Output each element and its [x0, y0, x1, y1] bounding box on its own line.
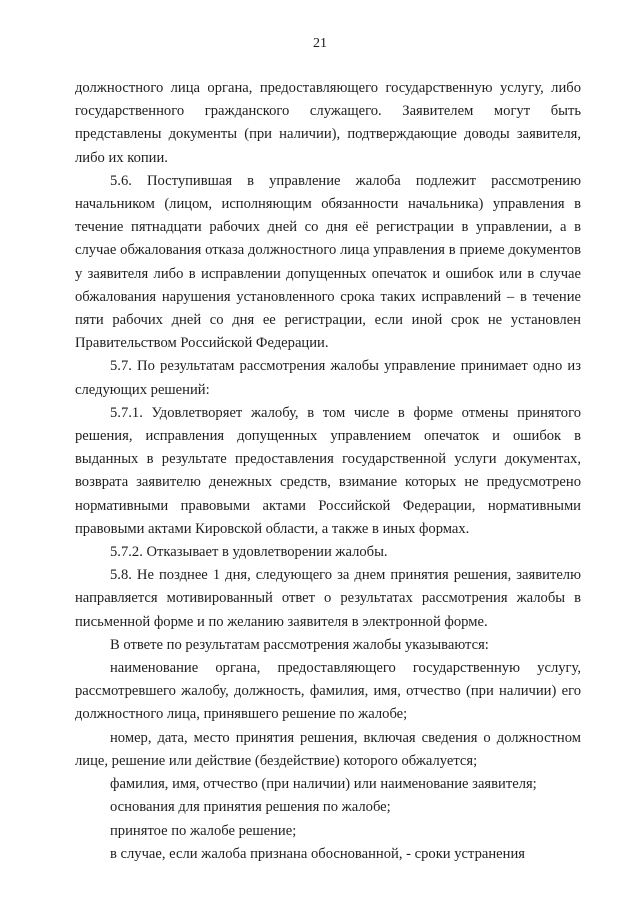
paragraph: 5.6. Поступившая в управление жалоба подлежит рассмотрению начальником (лицом, исполняющим обязанности начальника) управления в течение пятнадцати рабочих дней со дня её регистрации в управлении, а в случае обжалования отказа должностного лица управления в приеме документов у заявителя либо в исправлении допущенных опечаток и ошибок или в случае обжалования нарушения установленного срока таких исправлений – в течение пяти рабочих дней со дня ее регистрации, если иной срок не установлен Правительством Российской Федерации. — [75, 172, 581, 352]
paragraph: в случае, если жалоба признана обоснованной, - сроки устранения — [110, 845, 525, 862]
paragraph: должностного лица органа, предоставляющего государственную услугу, либо государственного гражданского служащего. Заявителем могут быть представлены документы (при наличии), подтверждающие доводы заявителя, либо их копии. — [75, 80, 581, 166]
paragraph: 5.8. Не позднее 1 дня, следующего за днем принятия решения, заявителю направляется мотивированный ответ о результатах рассмотрения жалобы в письменной форме и по желанию заявителя в электронной форме. — [75, 567, 581, 630]
paragraph: 5.7.1. Удовлетворяет жалобу, в том числе в форме отмены принятого решения, исправления допущенных управлением опечаток и ошибок в выданных в результате предоставления государственной услуги документах, возврата заявителю денежных средств, взимание которых не предусмотрено нормативными правовыми актами Российской Федерации, нормативными правовыми актами Кировской области, а также в иных формах. — [75, 404, 581, 537]
paragraph: 5.7. По результатам рассмотрения жалобы управление принимает одно из следующих решений: — [75, 358, 581, 398]
page-number: 21 — [313, 36, 327, 51]
paragraph: основания для принятия решения по жалобе; — [110, 799, 391, 816]
paragraph: В ответе по результатам рассмотрения жалобы указываются: — [110, 636, 489, 653]
paragraph: фамилия, имя, отчество (при наличии) или наименование заявителя; — [110, 776, 537, 793]
body-text — [75, 77, 581, 866]
paragraph: 5.7.2. Отказывает в удовлетворении жалобы. — [110, 544, 388, 561]
paragraph: номер, дата, место принятия решения, включая сведения о должностном лице, решение или действие (бездействие) которого обжалуется; — [75, 729, 581, 769]
paragraph: принятое по жалобе решение; — [110, 822, 297, 839]
paragraph: наименование органа, предоставляющего государственную услугу, рассмотревшего жалобу, должность, фамилия, имя, отчество (при наличии) его должностного лица, принявшего решение по жалобе; — [75, 660, 581, 723]
